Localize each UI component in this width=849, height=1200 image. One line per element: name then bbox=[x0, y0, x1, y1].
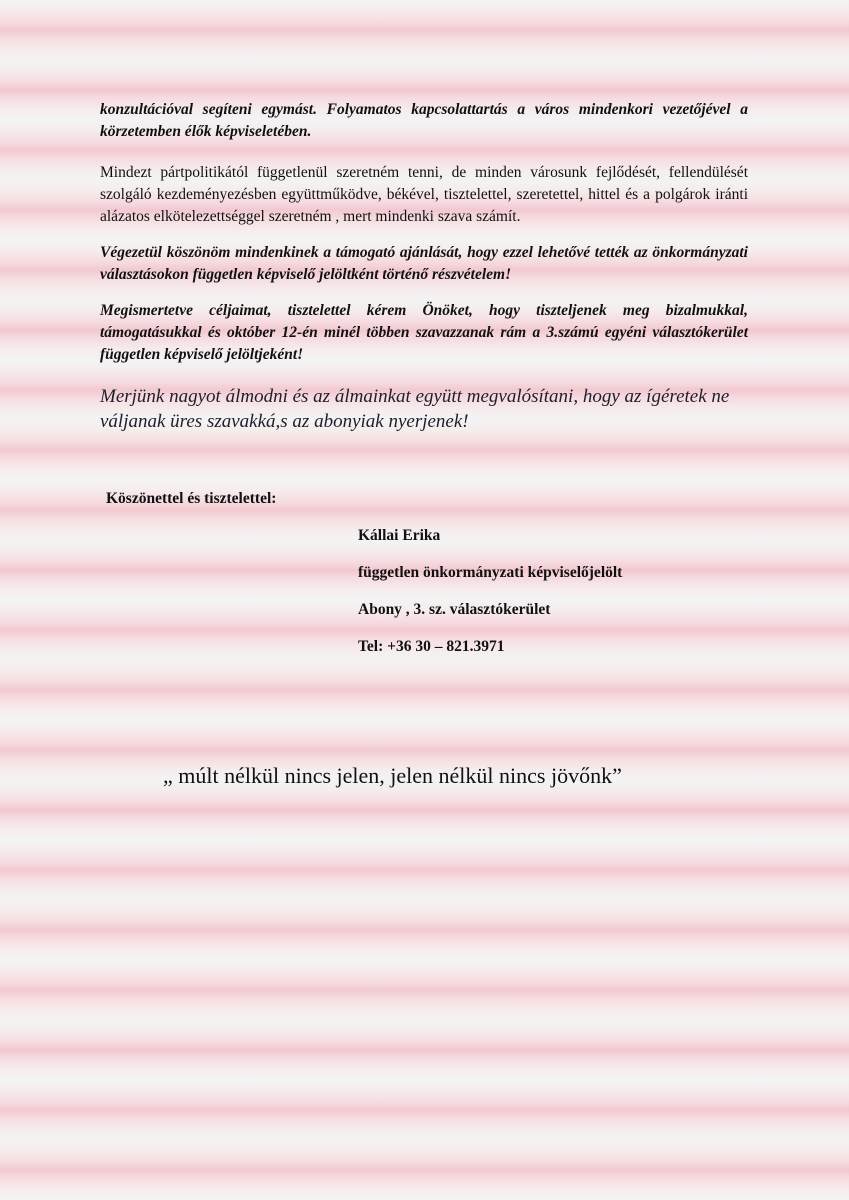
paragraph-nonpartisan: Mindezt pártpolitikától függetlenül szeretném tenni, de minden városunk fejlődését, fellendülését szolgáló kezdeményezésben együttműködve, békével, tisztelettel, szeretettel, hittel és a polgárok iránti alázatos elkötelezettséggel szeretném , mert mindenki szava számít. bbox=[100, 164, 748, 225]
paragraph-thanks: Végezetül köszönöm mindenkinek a támogató ajánlását, hogy ezzel lehetővé tették az önkormányzati választásokon független képviselő jelöltként történő részvételem! bbox=[100, 244, 748, 283]
signature-name: Kállai Erika bbox=[358, 527, 441, 544]
paragraph-consultation: konzultációval segíteni egymást. Folyamatos kapcsolattartás a város mindenkori vezetőjével a körzetemben élők képviseletében. bbox=[100, 101, 748, 140]
closing-quote: „ múlt nélkül nincs jelen, jelen nélkül nincs jövőnk” bbox=[163, 763, 622, 788]
signature-phone: Tel: +36 30 – 821.3971 bbox=[358, 638, 505, 655]
closing-greeting: Köszönettel és tisztelettel: bbox=[106, 490, 277, 507]
signature-district: Abony , 3. sz. választókerület bbox=[358, 601, 551, 618]
paragraph-request-vote: Megismertetve céljaimat, tisztelettel kérem Önöket, hogy tiszteljenek meg bizalmukkal, támogatásukkal és október 12-én minél többen szavazzanak rám a 3.számú egyéni választókerület független képviselő jelöltjeként! bbox=[100, 302, 748, 363]
paragraph-dream: Merjünk nagyot álmodni és az álmainkat együtt megvalósítani, hogy az ígéretek ne váljanak üres szavakká,s az abonyiak nyerjenek! bbox=[100, 386, 730, 432]
signature-title: független önkormányzati képviselőjelölt bbox=[358, 564, 623, 581]
